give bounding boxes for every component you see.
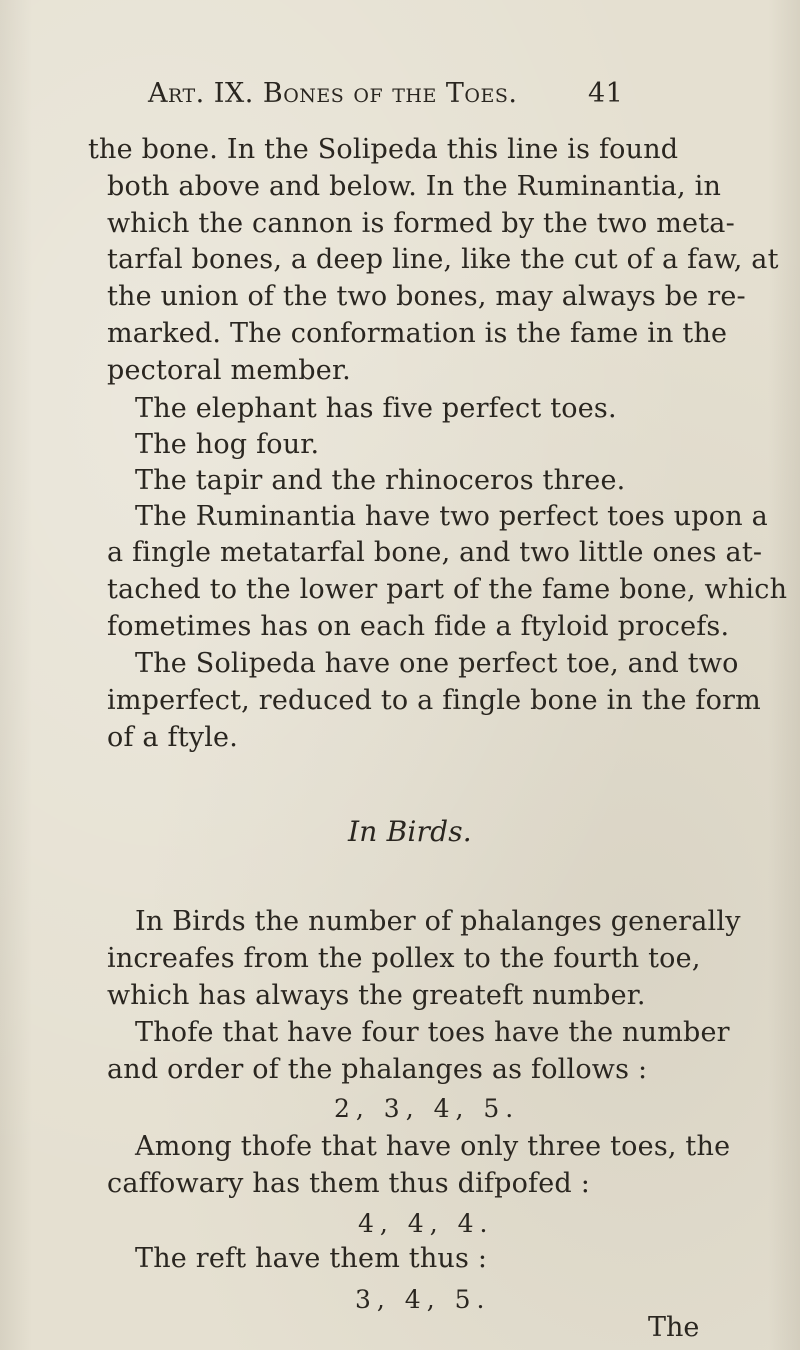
text-line: a fingle metatarfal bone, and two little ones at- bbox=[107, 537, 763, 568]
text-line: caffowary has them thus difpofed : bbox=[107, 1168, 590, 1199]
text-line: pectoral member. bbox=[107, 355, 351, 386]
text-line: The Solipeda have one perfect toe, and two bbox=[135, 648, 739, 679]
text-line: imperfect, reduced to a fingle bone in the form bbox=[107, 685, 761, 716]
text-line: and order of the phalanges as follows : bbox=[107, 1054, 648, 1085]
text-line: increafes from the pollex to the fourth toe, bbox=[107, 943, 701, 974]
text-line: The elephant has five perfect toes. bbox=[135, 393, 617, 424]
phalanges-sequence: 3, 4, 5. bbox=[355, 1285, 491, 1314]
running-header bbox=[148, 78, 708, 118]
section-heading: In Birds. bbox=[348, 815, 472, 848]
text-line: the bone. In the Solipeda this line is found bbox=[88, 134, 679, 165]
text-line: Among thofe that have only three toes, the bbox=[135, 1131, 731, 1162]
page-number: 41 bbox=[588, 78, 624, 109]
text-line: which the cannon is formed by the two meta- bbox=[107, 208, 735, 239]
text-line: In Birds the number of phalanges generally bbox=[135, 906, 741, 937]
text-line: fometimes has on each fide a ftyloid procefs. bbox=[107, 611, 730, 642]
text-line: which has always the greateft number. bbox=[107, 980, 646, 1011]
text-line: the union of the two bones, may always be re- bbox=[107, 281, 746, 312]
text-line: The tapir and the rhinoceros three. bbox=[135, 465, 626, 496]
text-line: tarfal bones, a deep line, like the cut of a faw, at bbox=[107, 244, 779, 275]
catchword: The bbox=[648, 1312, 700, 1343]
header-title: Art. IX. Bones of the Toes. bbox=[148, 78, 518, 109]
text-line: both above and below. In the Ruminantia, in bbox=[107, 171, 722, 202]
phalanges-sequence: 4, 4, 4. bbox=[358, 1209, 494, 1238]
text-line: The reft have them thus : bbox=[135, 1243, 488, 1274]
text-line: of a ftyle. bbox=[107, 722, 239, 753]
text-line: Thofe that have four toes have the number bbox=[135, 1017, 730, 1048]
text-line: The hog four. bbox=[135, 429, 320, 460]
phalanges-sequence: 2, 3, 4, 5. bbox=[334, 1094, 520, 1123]
text-line: The Ruminantia have two perfect toes upon a bbox=[135, 501, 768, 532]
text-line: marked. The conformation is the fame in the bbox=[107, 318, 728, 349]
text-line: tached to the lower part of the fame bone, which bbox=[107, 574, 788, 605]
